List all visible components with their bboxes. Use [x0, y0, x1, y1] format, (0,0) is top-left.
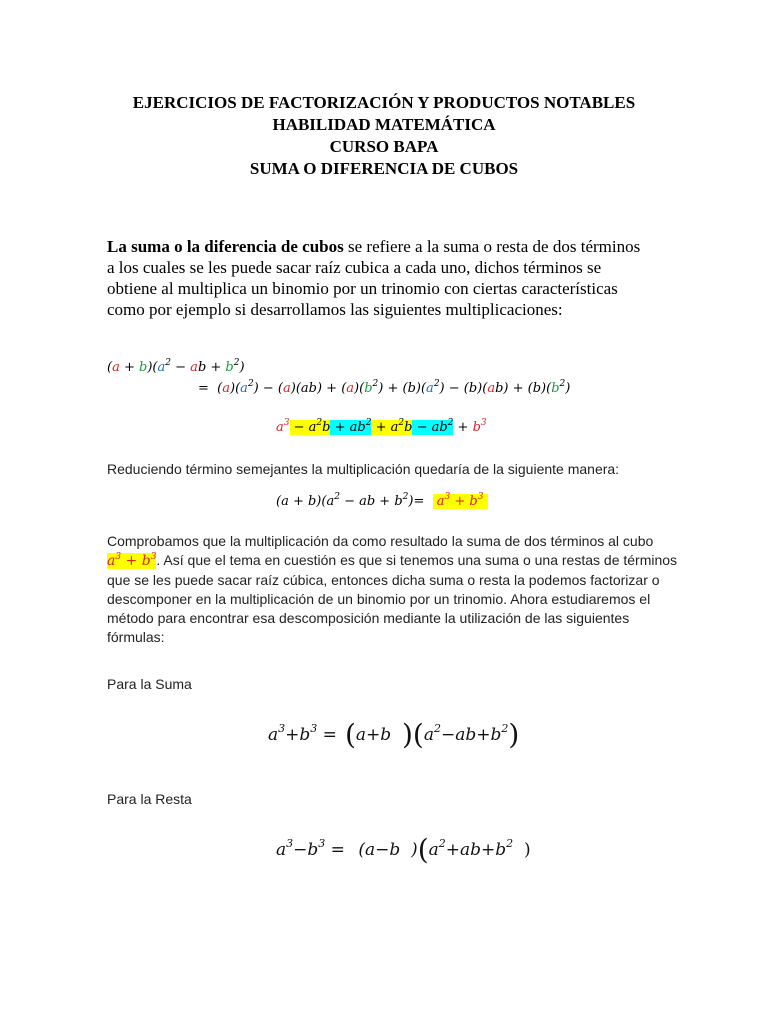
suma-label: Para la Suma — [107, 676, 192, 692]
title-line-1: EJERCICIOS DE FACTORIZACIÓN Y PRODUCTOS NOTABLES — [132, 93, 636, 112]
title-line-3: CURSO BAPA — [329, 137, 439, 156]
comp-line-5: método para encontrar esa descomposición mediante la utilización de las siguientes — [107, 610, 630, 626]
equation-product: $(a + b)(a^2$ − ab + $b^2$) — [107, 358, 245, 375]
reduce-paragraph: Reduciendo término semejantes la multiplicación quedaría de la siguiente manera: — [107, 461, 620, 477]
equation-terms: $a^3 - a^2b + ab^2 + a^2b - ab^2 + b^3$ — [276, 418, 487, 435]
comp-line-6: fórmulas: — [107, 629, 165, 645]
intro-line-3: obtiene al multiplica un binomio por un trinomio con ciertas características — [107, 279, 618, 298]
title-line-4: SUMA O DIFERENCIA DE CUBOS — [249, 159, 519, 178]
comp-line-2-rest: . Así que el tema en cuestión es que si tenemos una suma o una restas de términos — [156, 552, 678, 568]
intro-line-4: como por ejemplo si desarrollamos las siguientes multiplicaciones: — [107, 300, 563, 319]
document-titles — [0, 92, 768, 180]
comp-line-4: descomponer en la multiplicación de un binomio por un trinomio. Ahora estudiaremos el — [107, 591, 651, 607]
intro-line-1 — [107, 236, 667, 257]
comprobamos-paragraph — [107, 532, 677, 647]
comp-line-1: Comprobamos que la multiplicación da como resultado la suma de dos términos al cubo — [107, 533, 654, 549]
inline-formula-sum-cubes: $a^3 + b^3$ — [107, 552, 157, 569]
formula-sum-of-cubes: $a^3+b^3 = (a+b$ )$(a^2-ab+b^2)$ — [268, 718, 520, 751]
intro-line-2: a los cuales se les puede sacar raíz cubica a cada uno, dichos términos se — [107, 258, 602, 277]
equation-result: $(a + b)(a^2$ − ab + $b^2)= a^3 + b^3$ — [276, 494, 488, 509]
resta-label: Para la Resta — [107, 791, 192, 807]
formula-difference-of-cubes: $a^3-b^3 = (a-b$ )($a^2+ab+b^2$ ) — [276, 833, 531, 866]
comp-line-2 — [107, 551, 677, 571]
equation-expansion: = $(a)(a^2) - (a)(ab) + (a)(b^2) + (b)(a^2) - (b)(ab) + (b)(b^2)$ — [198, 379, 571, 396]
title-line-2: HABILIDAD MATEMÁTICA — [272, 115, 496, 134]
comp-line-3: que se les puede sacar raíz cúbica, entonces dicha suma o resta la podemos factorizar o — [107, 572, 660, 588]
intro-paragraph — [107, 236, 667, 320]
intro-line-1-rest: se refiere a la suma o resta de dos términos — [343, 237, 641, 256]
intro-bold-lead: La suma o la diferencia de cubos — [107, 237, 344, 256]
